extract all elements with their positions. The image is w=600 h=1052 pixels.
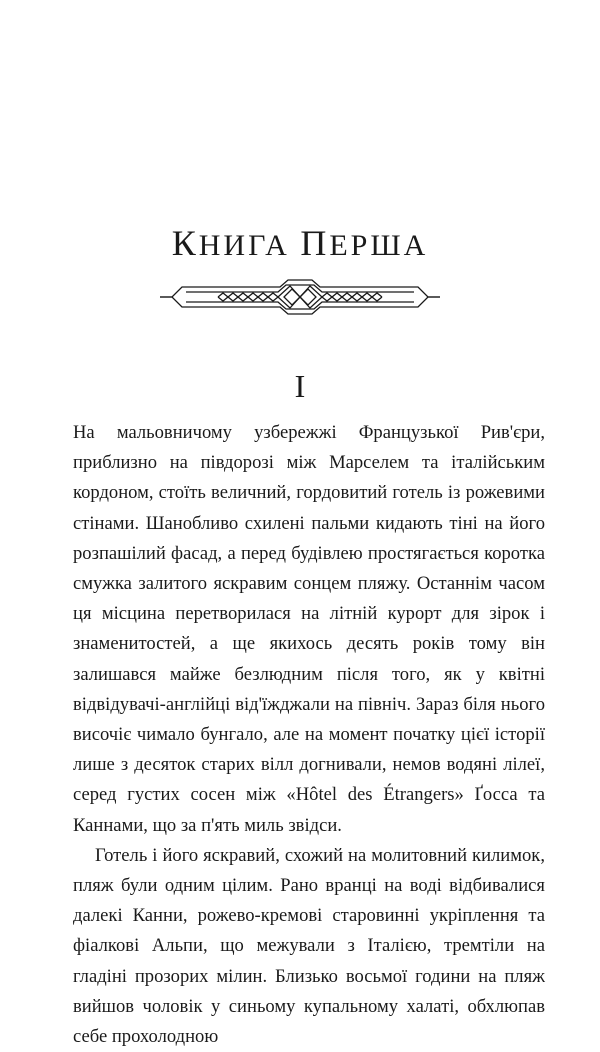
book-title: [0, 222, 600, 264]
paragraph-1: На мальовничому узбережжі Французької Рив'єри, приблизно на півдорозі між Марселем та італійським кордоном, стоїть величний, гордовитий готель із рожевими стінами. Шанобливо схилені пальми кидають тіні на його розпашілий фасад, а перед будівлею простягається коротка смужка залитого яскравим сонцем пляжу. Останнім часом ця місцина перетворилася на літній курорт для зірок і знаменитостей, а ще якихось десять років тому він залишався майже безлюдним після того, як у квітні відвідувачі-англійці від'їжджали на північ. Зараз біля нього височіє чимало бунгало, але на момент початку цієї історії лише з десяток старих вілл догнивали, немов водяні лілеї, серед густих сосен між «Hôtel des Étrangers» Ґосса та Каннами, що за п'ять миль звідси.: [73, 422, 545, 836]
paragraph-2: Готель і його яскравий, схожий на молитовний килимок, пляж були одним цілим. Рано вранці на воді відбивалися далекі Канни, рожево-кремові старовинні укріплення та фіалкові Альпи, що межували з Італією, тремтіли на гладіні прозорих мілин. Близько восьмої години на пляж вийшов чоловік у синьому купальному халаті, обхлюпав себе прохолодною: [73, 844, 545, 1048]
book-title-second-rest: ЕРША: [329, 229, 429, 262]
book-title-second-first-letter: П: [300, 223, 330, 263]
chapter-number: I: [294, 368, 306, 404]
decorative-ornament-icon: [160, 272, 440, 322]
body-text: [73, 418, 545, 1052]
book-title-rest: НИГА: [198, 229, 301, 262]
book-title-first-letter: К: [171, 223, 199, 263]
